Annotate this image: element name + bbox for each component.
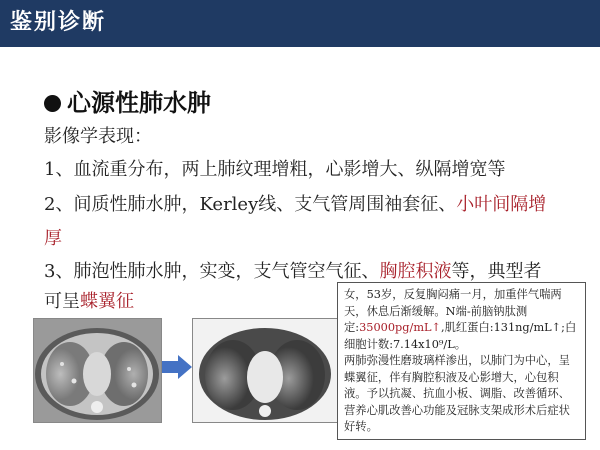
item-3-text-b: 等，典型者 bbox=[451, 261, 542, 282]
item-3 bbox=[44, 261, 541, 283]
item-1: 1、血流重分布，两上肺纹理增粗，心影增大、纵隔增宽等 bbox=[44, 159, 506, 180]
ct-image-left bbox=[33, 318, 162, 423]
case-note-p2: 两肺弥漫性磨玻璃样渗出，以肺门为中心，呈蝶翼征，伴有胸腔积液及心影增大，心包积液。予以抗凝、抗血小板、调脂、改善循环、营养心肌改善心功能及冠脉支架成形术后症状好转。 bbox=[344, 354, 570, 433]
arrow-right-icon bbox=[162, 355, 192, 379]
header-bar bbox=[0, 0, 600, 47]
case-note-p1b: ,肌红蛋白:131ng/mL↑;白细胞计数:7.14x10⁹/L。 bbox=[344, 321, 577, 351]
butterfly-sign-text: 蝶翼征 bbox=[80, 291, 134, 312]
section-heading bbox=[44, 89, 211, 117]
case-note-ntprobnp: 35000pg/mL↑ bbox=[359, 321, 441, 334]
case-note-p1: 女，53岁，反复胸闷痛一月，加重伴气喘两天，休息后渐缓解。N端-前脑钠肽测定: bbox=[344, 288, 562, 334]
ct-image-right bbox=[192, 318, 339, 423]
item-3-text-c: 可呈 bbox=[44, 291, 80, 312]
item-2-text: 2、间质性肺水肿，Kerley线、支气管周围袖套征、 bbox=[44, 194, 457, 215]
intro-text: 影像学表现： bbox=[44, 126, 152, 147]
item-2-highlight: 小叶间隔增 bbox=[456, 194, 547, 215]
section-heading-text: 心源性肺水肿 bbox=[67, 89, 211, 117]
page-title: 鉴别诊断 bbox=[10, 10, 107, 35]
item-2-continued: 厚 bbox=[44, 228, 62, 249]
item-3-highlight: 胸腔积液 bbox=[379, 261, 452, 282]
bullet-dot-icon bbox=[44, 95, 61, 112]
item-3-continued bbox=[44, 291, 134, 313]
case-note-box bbox=[337, 282, 586, 440]
item-3-text: 3、肺泡性肺水肿，实变，支气管空气征、 bbox=[44, 261, 380, 282]
item-2 bbox=[44, 194, 546, 216]
